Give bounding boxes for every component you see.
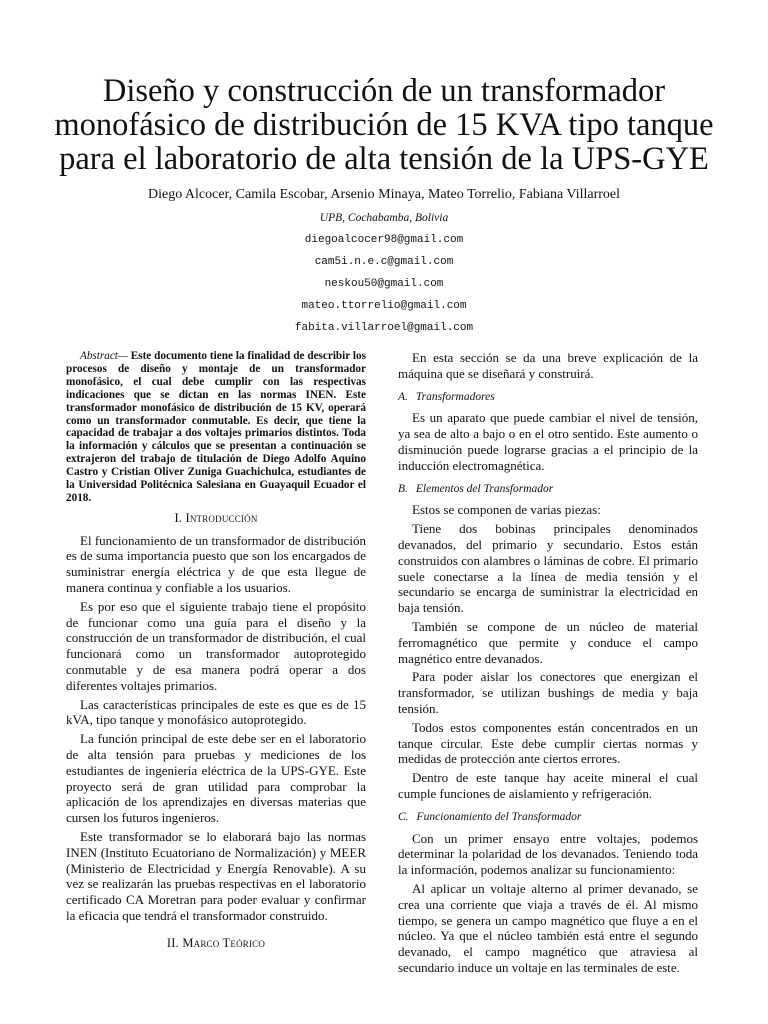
right-column bbox=[398, 350, 698, 979]
email-list bbox=[0, 229, 768, 339]
abstract-label: Abstract— bbox=[80, 350, 128, 362]
author-email: diegoalcocer98@gmail.com bbox=[304, 234, 464, 246]
section-title: Marco Teórico bbox=[182, 935, 266, 950]
affiliation: UPB, Cochabamba, Bolivia bbox=[319, 212, 449, 224]
subsection-heading-transformadores bbox=[398, 390, 698, 406]
subsection-title: Transformadores bbox=[415, 390, 495, 403]
title-line: monofásico de distribución de 15 KVA tipo tanque bbox=[54, 107, 714, 143]
abstract-text: Este documento tiene la finalidad de describir los procesos de diseño y montaje de un transformador monofásico, el cual debe cumplir con las respectivas indicaciones que se dictan en las normas INEN. Este transformador monofásico de distribución de 15 KV, operará como un transformador conmutable. Es decir, que tiene la capacidad de trabajar a dos voltajes primarios distintos. Toda la información y cálculos que se presentan a continuación se extrajeron del trabajo de titulación de Diego Adolfo Aquino Castro y Cristian Oliver Zuniga Guachichulca, estudiantes de la Universidad Politécnica Salesiana en Guayaquil Ecuador el 2018. bbox=[66, 350, 366, 504]
abstract bbox=[66, 350, 366, 505]
paragraph: Todos estos componentes están concentrados en un tanque circular. Este debe cumplir ciertas normas y medidas de protección ante ciertos errores. bbox=[398, 719, 698, 767]
subsection-label: C. bbox=[398, 810, 409, 823]
section-number: II. bbox=[166, 935, 179, 950]
paragraph: Dentro de este tanque hay aceite mineral el cual cumple funciones de aislamiento y refrigeración. bbox=[398, 770, 698, 801]
author-email: mateo.ttorrelio@gmail.com bbox=[301, 300, 467, 312]
author-email: neskou50@gmail.com bbox=[324, 278, 444, 290]
paragraph: El funcionamiento de un transformador de distribución es de suma importancia puesto que son los encargados de suministrar energía eléctrica y de que esta llegue de manera continua y confiable a los usuarios. bbox=[66, 532, 366, 596]
section-number: I. bbox=[174, 510, 183, 525]
left-column bbox=[66, 350, 366, 958]
paragraph: Este transformador se lo elaborará bajo las normas INEN (Instituto Ecuatoriano de Normalización) y MEER (Ministerio de Electricidad y Energía Renovable). A su vez se realizarán las pruebas respectivas en el laboratorio certificado CA Moretran para poder evaluar y confirmar la eficacia que tendrá el transformador construido. bbox=[66, 829, 366, 923]
paragraph: Estos se componen de varias piezas: bbox=[412, 502, 601, 518]
paragraph: Al aplicar un voltaje alterno al primer devanado, se crea una corriente que viaja a través de él. Al mismo tiempo, se genera un campo magnético que fluye a en el núcleo. Ya que el núcleo también está entre el segundo devanado, el campo magnético que atraviesa al secundario induce un voltaje en las terminales de este. bbox=[398, 880, 698, 975]
title-line: Diseño y construcción de un transformador bbox=[102, 73, 666, 109]
paragraph: Es un aparato que puede cambiar el nivel de tensión, ya sea de alto a bajo o en el otro sentido. Este aumento o disminución puede lograrse gracias a el principio de la inducción electromagnética. bbox=[398, 410, 698, 473]
subsection-title: Funcionamiento del Transformador bbox=[416, 810, 582, 823]
subsection-title: Elementos del Transformador bbox=[415, 482, 554, 495]
section-heading-marco-teorico bbox=[66, 936, 366, 952]
paragraph: Es por eso que el siguiente trabajo tiene el propósito de funcionar como una guía para el diseño y la construcción de un transformador de distribución, el cual funcionará como un transformador autoprotegido conmutable y de esa manera podrá operar a dos diferentes voltajes primarios. bbox=[66, 598, 366, 693]
paragraph: Las características principales de este es que es de 15 kVA, tipo tanque y monofásico autoprotegido. bbox=[66, 696, 366, 728]
author-list: Diego Alcocer, Camila Escobar, Arsenio Minaya, Mateo Torrelio, Fabiana Villarroel bbox=[147, 187, 620, 202]
paragraph: La función principal de este debe ser en el laboratorio de alta tensión para pruebas y mediciones de los estudiantes de ingeniería eléctrica de la UPS-GYE. Este proyecto será de gran utilidad para comprobar la aplicación de los aprendizajes en diversas materias que cursen los futuros ingenieros. bbox=[66, 731, 366, 826]
paragraph: Con un primer ensayo entre voltajes, podemos determinar la polaridad de los devanados. Teniendo toda la información, podemos analizar su funcionamiento: bbox=[398, 830, 698, 878]
section-title: Introducción bbox=[185, 510, 258, 525]
paragraph: También se compone de un núcleo de material ferromagnético que permite y conduce el campo magnético entre devanados. bbox=[398, 618, 698, 666]
paper-title bbox=[40, 74, 728, 176]
subsection-heading-funcionamiento bbox=[398, 810, 698, 826]
subsection-heading-elementos bbox=[398, 482, 698, 498]
paragraph: En esta sección se da una breve explicación de la máquina que se diseñará y construirá. bbox=[398, 350, 698, 381]
author-email: cam5i.n.e.c@gmail.com bbox=[314, 256, 454, 268]
paragraph: Tiene dos bobinas principales denominados devanados, del primario y secundario. Estos están construidos con alambres o láminas de cobre. El primario suele conectarse a la línea de media tensión y el secundario se encarga de suministrar la electricidad en baja tensión. bbox=[398, 521, 698, 616]
subsection-label: B. bbox=[398, 482, 408, 495]
section-heading-introduccion bbox=[66, 511, 366, 527]
author-email: fabita.villarroel@gmail.com bbox=[294, 322, 474, 334]
paragraph: Para poder aislar los conectores que energizan el transformador, se utilizan bushings de media y baja tensión. bbox=[398, 669, 698, 716]
subsection-label: A. bbox=[398, 390, 408, 403]
title-line: para el laboratorio de alta tensión de la UPS-GYE bbox=[59, 141, 709, 177]
